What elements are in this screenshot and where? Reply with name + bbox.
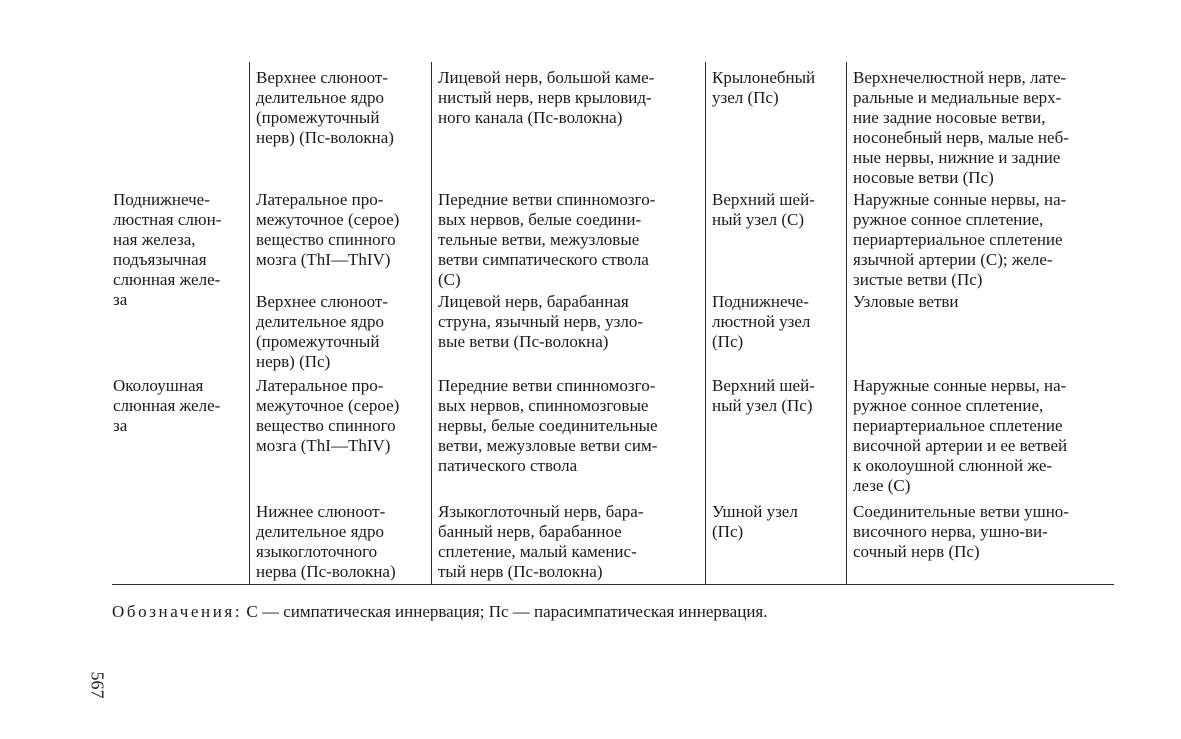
center-cell: Верхнее слюноот- делительное ядро (промежуточный нерв) (Пс-волокна) [256,68,394,147]
center-cell: Латеральное про- межуточное (серое) вещество спинного мозга (ThI—ThIV) [256,190,400,269]
footnote-text: С — симпатическая иннервация; Пс — парасимпатическая иннервация. [242,602,768,621]
center-cell: Верхнее слюноот- делительное ядро (промежуточный нерв) (Пс) [256,292,389,371]
ganglion-cell: Поднижнече- люстной узел (Пс) [712,292,811,351]
center-cell: Латеральное про- межуточное (серое) вещество спинного мозга (ThI—ThIV) [256,376,400,455]
gland-cell: Поднижнече- люстная слюн- ная железа, подъязычная слюнная желе- за [113,190,222,309]
postganglionic-cell: Наружные сонные нервы, на- ружное сонное сплетение, периартериальное сплетение язычной артерии (С); желе- зистые ветви (Пс) [853,190,1067,289]
preganglionic-cell: Передние ветви спинномозго- вых нервов, белые соедини- тельные ветви, межузловые ветви симпатического ствола (С) [438,190,656,289]
center-cell: Нижнее слюноот- делительное ядро языкоглоточного нерва (Пс-волокна) [256,502,396,581]
table-bottom-rule [112,584,1114,585]
postganglionic-cell: Верхнечелюстной нерв, лате- ральные и медиальные верх- ние задние носовые ветви, носонебный нерв, малые неб- ные нервы, нижние и задние носовые ветви (Пс) [853,68,1069,187]
postganglionic-cell: Соединительные ветви ушно- височного нерва, ушно-ви- сочный нерв (Пс) [853,502,1069,561]
legend-footnote [112,602,1122,622]
postganglionic-cell: Узловые ветви [853,292,959,311]
ganglion-cell: Верхний шей- ный узел (Пс) [712,376,815,415]
innervation-table [112,62,1114,585]
preganglionic-cell: Передние ветви спинномозго- вых нервов, спинномозговые нервы, белые соединительные ветви, межузловые ветви сим- патического ствола [438,376,658,475]
postganglionic-cell: Наружные сонные нервы, на- ружное сонное сплетение, периартериальное сплетение височной артерии и ее ветвей к околоушной слюнной же- лезе (С) [853,376,1068,495]
preganglionic-cell: Языкоглоточный нерв, бара- банный нерв, барабанное сплетение, малый каменис- тый нерв (Пс-волокна) [438,502,644,581]
page-number: 567 [87,671,108,699]
preganglionic-cell: Лицевой нерв, барабанная струна, язычный нерв, узло- вые ветви (Пс-волокна) [438,292,644,351]
preganglionic-cell: Лицевой нерв, большой каме- нистый нерв, нерв крыловид- ного канала (Пс-волокна) [438,68,655,127]
ganglion-cell: Крылонебный узел (Пс) [712,68,816,107]
ganglion-cell: Верхний шей- ный узел (С) [712,190,815,229]
footnote-prefix: Обозначения: [112,602,243,621]
gland-cell: Околоушная слюнная желе- за [113,376,221,435]
ganglion-cell: Ушной узел (Пс) [712,502,798,541]
